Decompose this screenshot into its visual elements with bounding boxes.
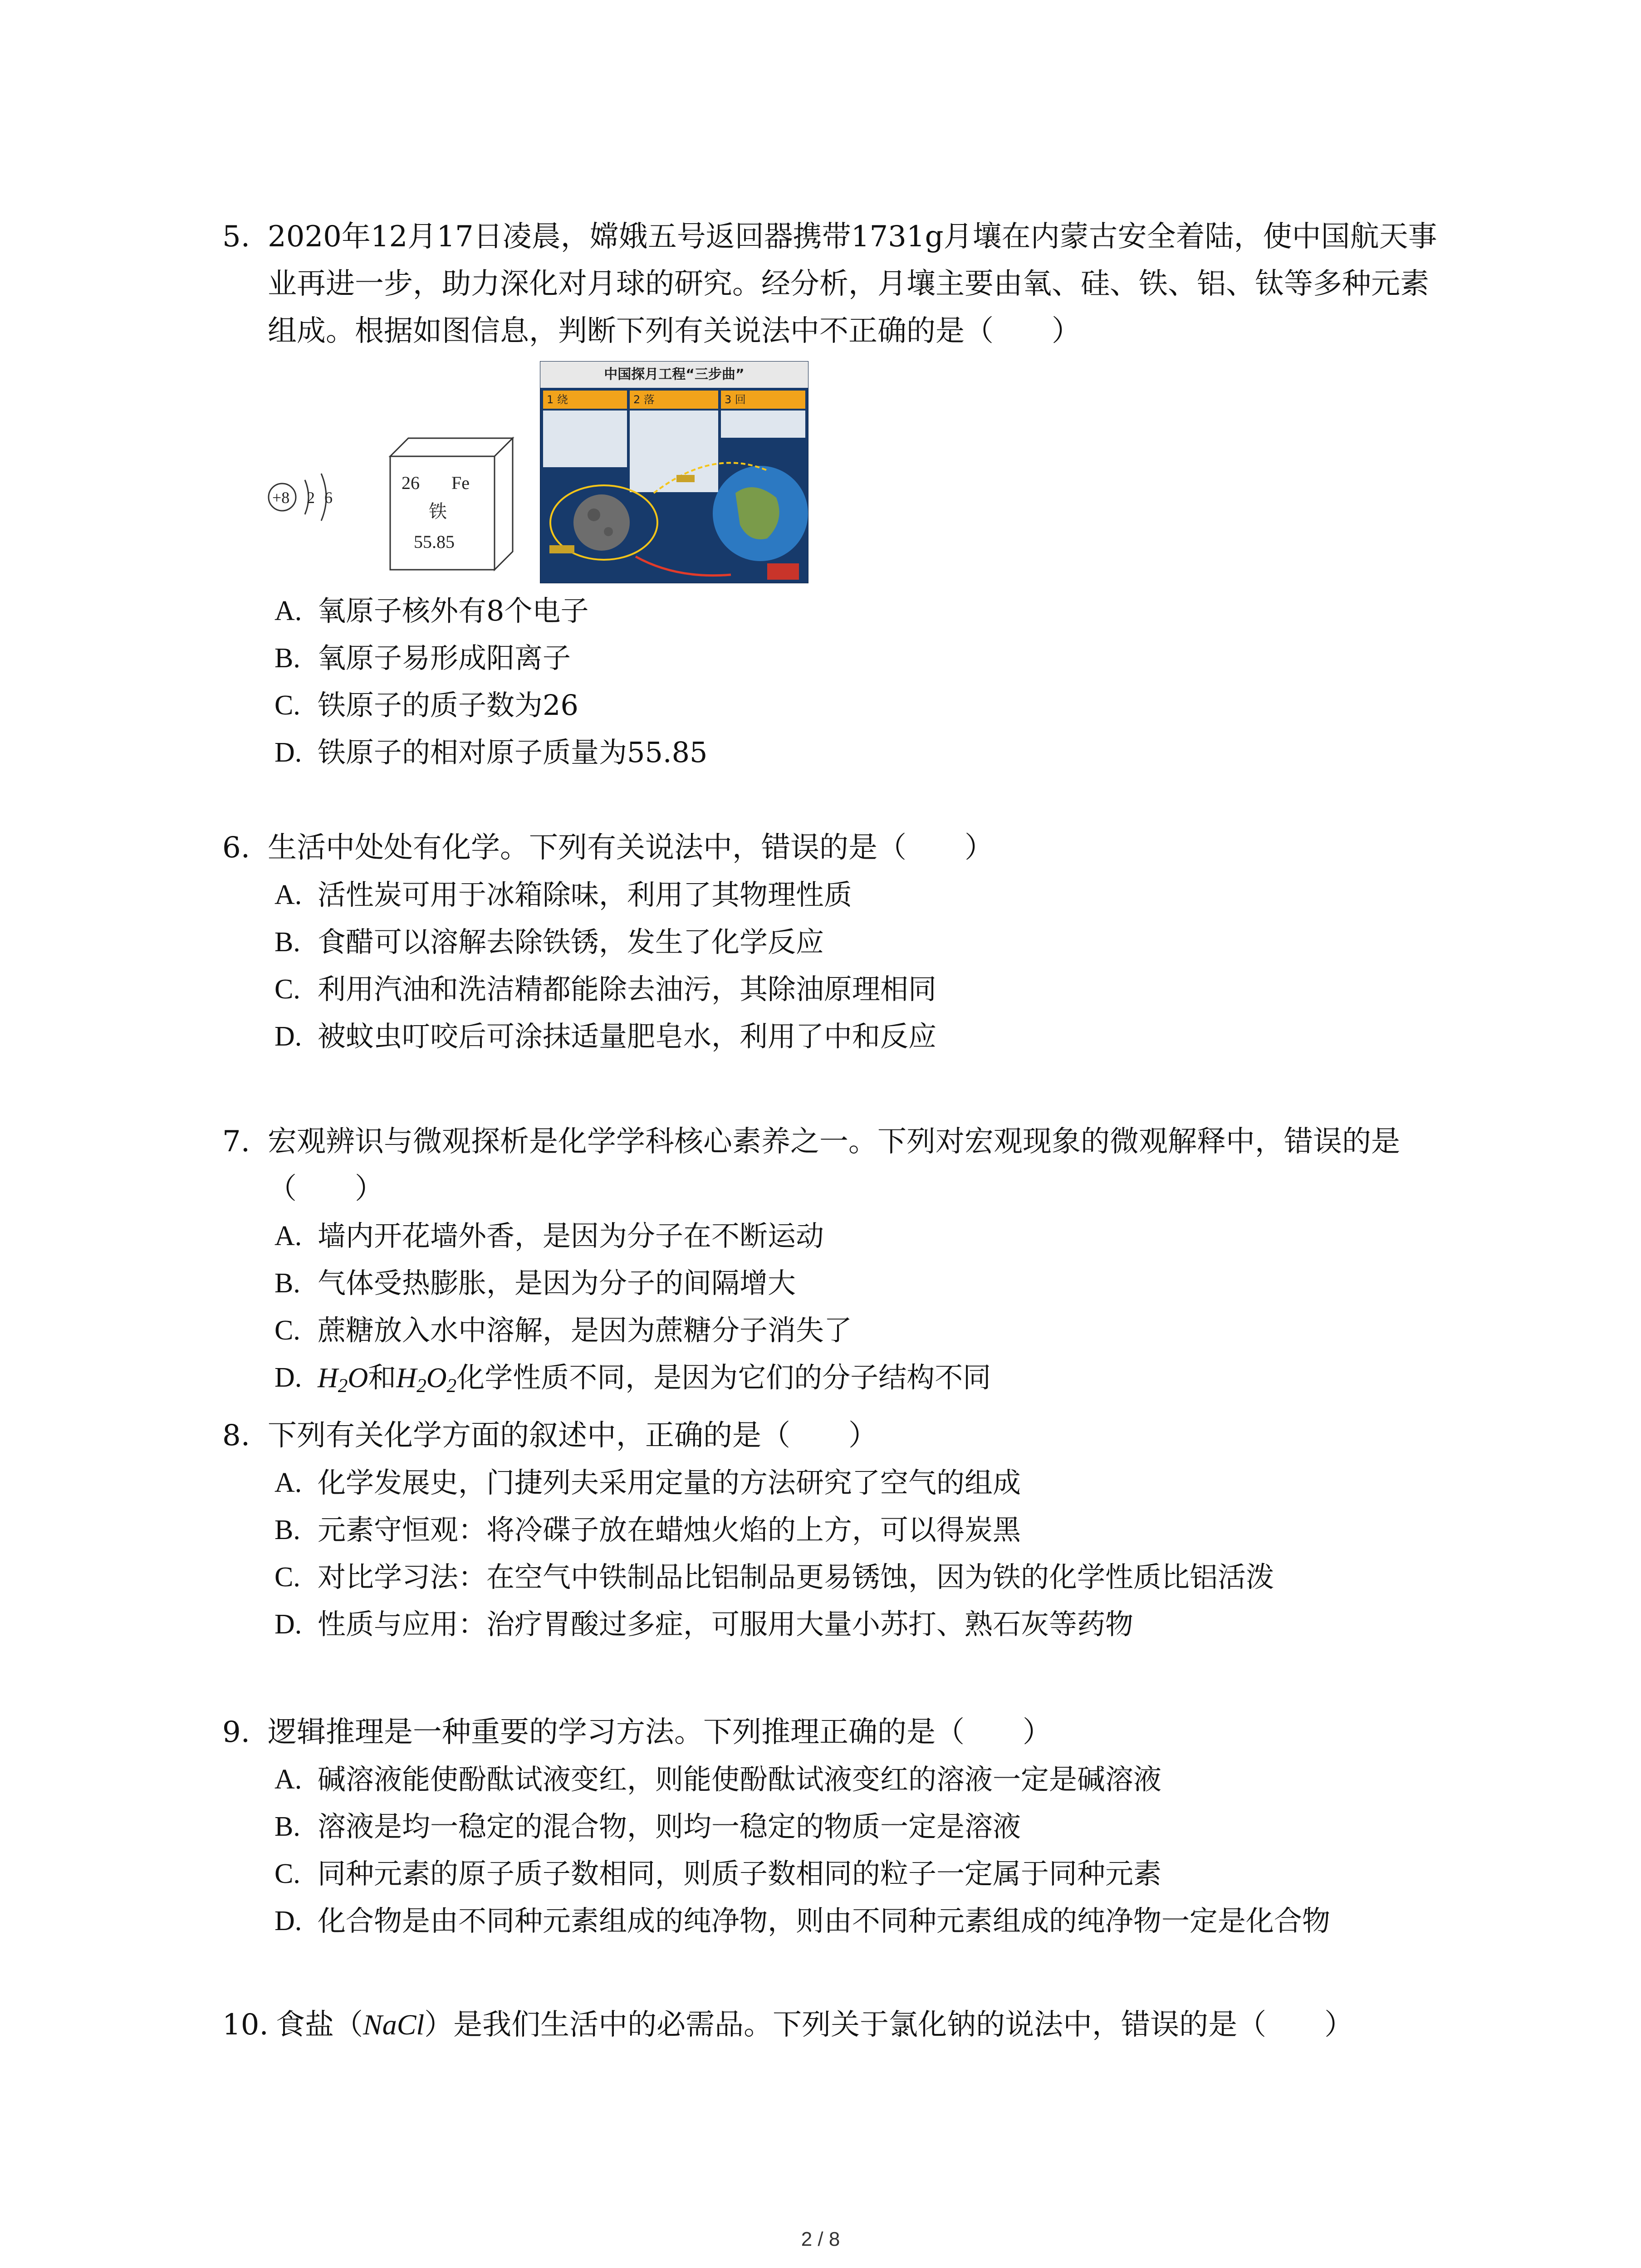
element-number: 26: [402, 473, 420, 493]
question-stem: [222, 824, 1456, 871]
option-d[interactable]: D. 性质与应用：治疗胃酸过多症，可服用大量小苏打、熟石灰等药物: [274, 1608, 1134, 1641]
formula-h2o: $H_2O$: [318, 1363, 368, 1397]
question-text: 2020年12月17日凌晨，嫦娥五号返回器携带1731g月壤在内蒙古安全着陆，使中国航天事业再进一步，助力深化对月球的研究。经分析，月壤主要由氧、硅、铁、铝、钛等多种元素组成。根据如图信息，判断下列有关说法中不正确的是（ ）: [268, 220, 1437, 348]
question-9: [222, 1709, 1456, 1945]
question-number: 6.: [222, 831, 250, 865]
element-mass: 55.85: [414, 532, 455, 552]
question-number: 7.: [222, 1125, 250, 1158]
option-text: 化合物是由不同种元素组成的纯净物，则由不同种元素组成的纯净物一定是化合物: [318, 1904, 1331, 1937]
option-text: 活性炭可用于冰箱除味，利用了其物理性质: [318, 878, 852, 911]
atom-nucleus-label: +8: [272, 489, 290, 507]
option-d[interactable]: D. 被蚊虫叮咬后可涂抹适量肥皂水，利用了中和反应: [274, 1020, 937, 1053]
poster-title: 中国探月工程“三步曲”: [540, 362, 808, 388]
question-text: 宏观辨识与微观探析是化学学科核心素养之一。下列对宏观现象的微观解释中，错误的是（ ）: [268, 1125, 1400, 1206]
option-c[interactable]: C. 利用汽油和洗洁精都能除去油污，其除油原理相同: [274, 973, 937, 1006]
question-text: 生活中处处有化学。下列有关说法中，错误的是（ ）: [268, 831, 994, 865]
option-d[interactable]: D. 铁原子的相对原子质量为55.85: [274, 736, 708, 769]
element-symbol: Fe: [451, 473, 470, 493]
option-text: 对比学习法：在空气中铁制品比铝制品更易锈蚀，因为铁的化学性质比铝活泼: [318, 1560, 1274, 1593]
atom-shell-2-label: 6: [324, 489, 333, 507]
page-number: 2 / 8: [801, 2228, 840, 2250]
option-a[interactable]: A. 碱溶液能使酚酞试液变红，则能使酚酞试液变红的溶液一定是碱溶液: [274, 1763, 1162, 1796]
question-figure: [222, 357, 1456, 586]
question-number: 10.: [222, 2008, 269, 2042]
question-number: 8.: [222, 1419, 250, 1452]
option-b[interactable]: B. 溶液是均一稳定的混合物，则均一稳定的物质一定是溶液: [274, 1810, 1021, 1843]
question-text: 食盐（NaCl）是我们生活中的必需品。下列关于氯化钠的说法中，错误的是（ ）: [276, 2008, 1354, 2042]
element-cell-diagram: [381, 429, 526, 583]
option-text: 铁原子的相对原子质量为55.85: [318, 736, 708, 769]
question-stem: [222, 2001, 1456, 2048]
option-text: $H_2O$和$H_2O_2$化学性质不同，是因为它们的分子结构不同: [318, 1361, 991, 1397]
option-text: 氧原子易形成阳离子: [318, 641, 571, 675]
question-text: 下列有关化学方面的叙述中，正确的是（ ）: [268, 1419, 877, 1452]
option-text: 元素守恒观：将冷碟子放在蜡烛火焰的上方，可以得炭黑: [318, 1513, 1021, 1546]
oxygen-atom-diagram: [263, 452, 363, 556]
option-text: 利用汽油和洗洁精都能除去油污，其除油原理相同: [318, 973, 937, 1006]
option-text: 墙内开花墙外香，是因为分子在不断运动: [318, 1219, 824, 1252]
option-text: 同种元素的原子质子数相同，则质子数相同的粒子一定属于同种元素: [318, 1857, 1162, 1890]
question-stem: [222, 213, 1456, 355]
question-stem: [222, 1709, 1456, 1756]
option-text: 碱溶液能使酚酞试液变红，则能使酚酞试液变红的溶液一定是碱溶液: [318, 1763, 1162, 1796]
formula-nacl: NaCl: [363, 2009, 425, 2041]
option-d[interactable]: D. 化合物是由不同种元素组成的纯净物，则由不同种元素组成的纯净物一定是化合物: [274, 1904, 1331, 1937]
option-d[interactable]: D. $H_2O$和$H_2O_2$化学性质不同，是因为它们的分子结构不同: [274, 1361, 991, 1397]
option-a[interactable]: A. 活性炭可用于冰箱除味，利用了其物理性质: [274, 878, 852, 911]
option-text: 溶液是均一稳定的混合物，则均一稳定的物质一定是溶液: [318, 1810, 1021, 1843]
formula-h2o2: $H_2O_2$: [396, 1363, 457, 1397]
lunar-program-poster: [540, 361, 808, 583]
option-text: 蔗糖放入水中溶解，是因为蔗糖分子消失了: [318, 1314, 852, 1347]
poster-step-2: 2 落: [630, 391, 718, 409]
option-a[interactable]: A. 墙内开花墙外香，是因为分子在不断运动: [274, 1219, 824, 1252]
question-6: [222, 824, 1456, 1060]
question-number: 9.: [222, 1716, 250, 1749]
option-c[interactable]: C. 同种元素的原子质子数相同，则质子数相同的粒子一定属于同种元素: [274, 1857, 1162, 1890]
question-number: 5.: [222, 220, 250, 254]
question-text: 逻辑推理是一种重要的学习方法。下列推理正确的是（ ）: [268, 1716, 1052, 1749]
poster-illustration: [540, 362, 808, 583]
option-text: 性质与应用：治疗胃酸过多症，可服用大量小苏打、熟石灰等药物: [318, 1608, 1134, 1641]
option-c[interactable]: C. 铁原子的质子数为26: [274, 689, 578, 722]
option-text: 化学发展史，门捷列夫采用定量的方法研究了空气的组成: [318, 1466, 1021, 1499]
question-7: [222, 1118, 1456, 1409]
option-c[interactable]: C. 蔗糖放入水中溶解，是因为蔗糖分子消失了: [274, 1314, 852, 1347]
atom-shell-1-label: 2: [307, 489, 315, 507]
option-a[interactable]: A. 化学发展史，门捷列夫采用定量的方法研究了空气的组成: [274, 1466, 1021, 1499]
question-10: [222, 2001, 1456, 2048]
option-b[interactable]: B. 气体受热膨胀，是因为分子的间隔增大: [274, 1266, 796, 1300]
option-b[interactable]: B. 食醋可以溶解去除铁锈，发生了化学反应: [274, 925, 824, 958]
option-text: 铁原子的质子数为26: [318, 689, 578, 722]
question-8: [222, 1412, 1456, 1648]
option-text: 气体受热膨胀，是因为分子的间隔增大: [318, 1266, 796, 1300]
option-c[interactable]: C. 对比学习法：在空气中铁制品比铝制品更易锈蚀，因为铁的化学性质比铝活泼: [274, 1560, 1274, 1593]
poster-step-3: 3 回: [721, 391, 805, 409]
poster-step-1: 1 绕: [543, 391, 627, 409]
option-b[interactable]: B. 氧原子易形成阳离子: [274, 641, 571, 675]
question-stem: [222, 1118, 1456, 1212]
option-text: 食醋可以溶解去除铁锈，发生了化学反应: [318, 925, 824, 958]
option-b[interactable]: B. 元素守恒观：将冷碟子放在蜡烛火焰的上方，可以得炭黑: [274, 1513, 1021, 1546]
option-text: 氧原子核外有8个电子: [318, 594, 589, 627]
option-a[interactable]: A. 氧原子核外有8个电子: [274, 594, 589, 627]
question-stem: [222, 1412, 1456, 1459]
option-text: 被蚊虫叮咬后可涂抹适量肥皂水，利用了中和反应: [318, 1020, 937, 1053]
question-5: [222, 213, 1456, 776]
element-name: 铁: [429, 501, 447, 522]
